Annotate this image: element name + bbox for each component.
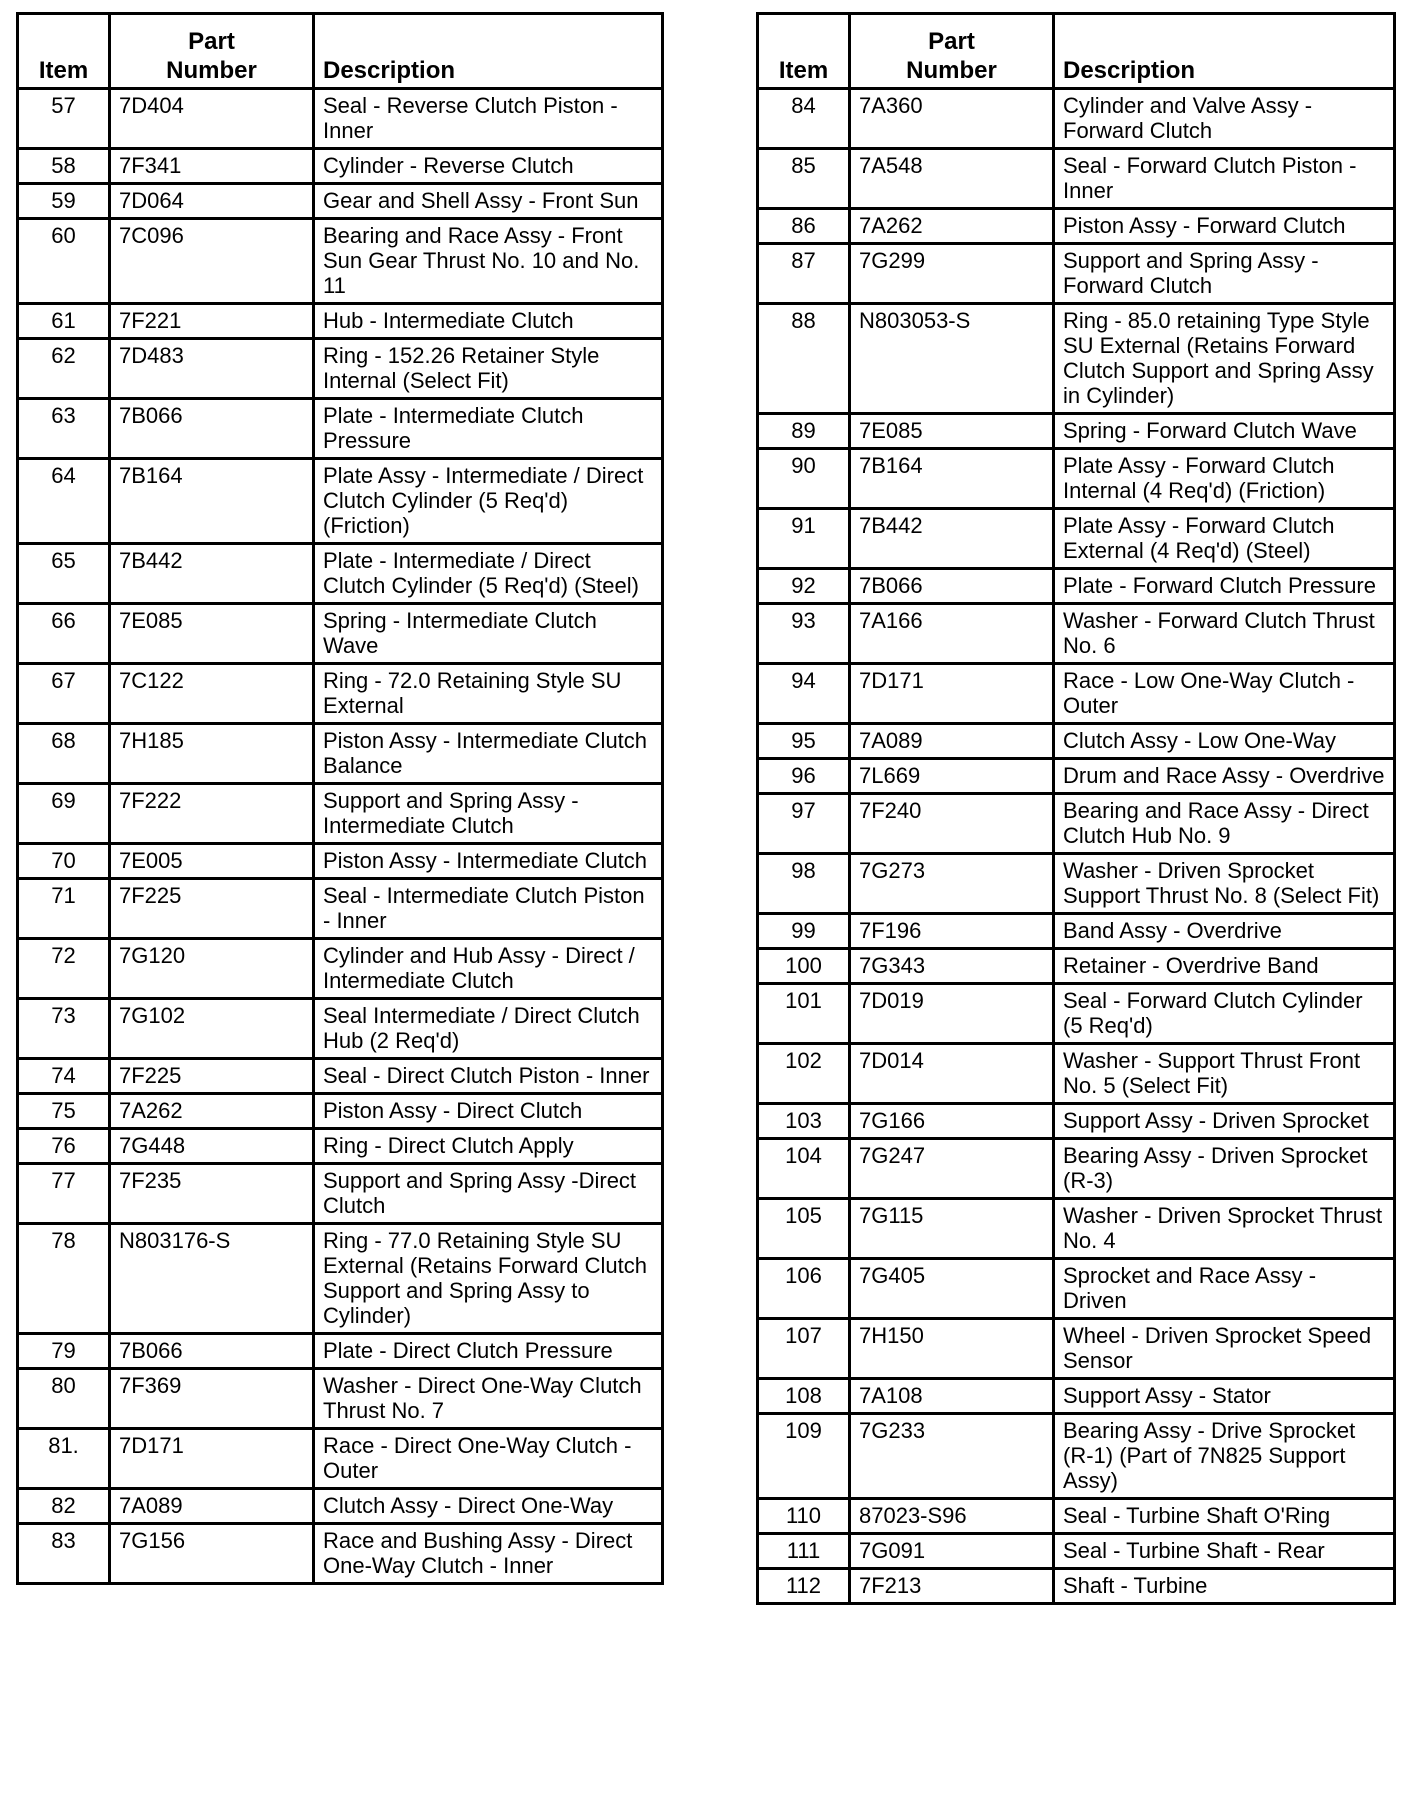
table-row xyxy=(18,339,663,399)
description-cell: Retainer - Overdrive Band xyxy=(1054,949,1395,984)
header-part-line2: Number xyxy=(906,57,997,84)
part-number-cell: 7C096 xyxy=(110,219,314,304)
part-number-cell: 7F222 xyxy=(110,784,314,844)
item-cell: 72 xyxy=(18,939,110,999)
table-row xyxy=(18,1429,663,1489)
table-row xyxy=(18,89,663,149)
description-cell: Washer - Direct One-Way Clutch Thrust No. 7 xyxy=(314,1369,663,1429)
part-number-cell: 7D064 xyxy=(110,184,314,219)
part-number-cell: 7G233 xyxy=(850,1414,1054,1499)
header-part-number xyxy=(110,14,314,89)
table-row xyxy=(758,244,1395,304)
item-cell: 93 xyxy=(758,604,850,664)
item-cell: 109 xyxy=(758,1414,850,1499)
header-part-line2: Number xyxy=(166,57,257,84)
table-row xyxy=(758,664,1395,724)
item-cell: 108 xyxy=(758,1379,850,1414)
table-row xyxy=(758,1499,1395,1534)
item-cell: 95 xyxy=(758,724,850,759)
table-row xyxy=(758,1534,1395,1569)
description-cell: Washer - Support Thrust Front No. 5 (Select Fit) xyxy=(1054,1044,1395,1104)
item-cell: 59 xyxy=(18,184,110,219)
table-row xyxy=(18,1524,663,1584)
description-cell: Wheel - Driven Sprocket Speed Sensor xyxy=(1054,1319,1395,1379)
item-cell: 110 xyxy=(758,1499,850,1534)
item-cell: 62 xyxy=(18,339,110,399)
part-number-cell: 7D171 xyxy=(850,664,1054,724)
item-cell: 80 xyxy=(18,1369,110,1429)
description-cell: Sprocket and Race Assy - Driven xyxy=(1054,1259,1395,1319)
table-row xyxy=(758,1379,1395,1414)
part-number-cell: 7B442 xyxy=(850,509,1054,569)
part-number-cell: 7A108 xyxy=(850,1379,1054,1414)
item-cell: 66 xyxy=(18,604,110,664)
description-cell: Piston Assy - Direct Clutch xyxy=(314,1094,663,1129)
table-row xyxy=(758,509,1395,569)
item-cell: 74 xyxy=(18,1059,110,1094)
description-cell: Gear and Shell Assy - Front Sun xyxy=(314,184,663,219)
table-row xyxy=(758,1414,1395,1499)
part-number-cell: 7E085 xyxy=(850,414,1054,449)
part-number-cell: 7G102 xyxy=(110,999,314,1059)
table-row xyxy=(18,219,663,304)
table-row xyxy=(758,914,1395,949)
description-cell: Bearing Assy - Driven Sprocket (R-3) xyxy=(1054,1139,1395,1199)
part-number-cell: 7G166 xyxy=(850,1104,1054,1139)
description-cell: Shaft - Turbine xyxy=(1054,1569,1395,1604)
description-cell: Clutch Assy - Low One-Way xyxy=(1054,724,1395,759)
part-number-cell: 7B066 xyxy=(110,399,314,459)
header-item: Item xyxy=(18,14,110,89)
item-cell: 85 xyxy=(758,149,850,209)
description-cell: Cylinder and Valve Assy - Forward Clutch xyxy=(1054,89,1395,149)
item-cell: 81. xyxy=(18,1429,110,1489)
part-number-cell: 7F240 xyxy=(850,794,1054,854)
table-row xyxy=(758,1569,1395,1604)
part-number-cell: 7D014 xyxy=(850,1044,1054,1104)
part-number-cell: 7H150 xyxy=(850,1319,1054,1379)
part-number-cell: 87023-S96 xyxy=(850,1499,1054,1534)
item-cell: 84 xyxy=(758,89,850,149)
description-cell: Plate - Intermediate / Direct Clutch Cylinder (5 Req'd) (Steel) xyxy=(314,544,663,604)
item-cell: 97 xyxy=(758,794,850,854)
item-cell: 104 xyxy=(758,1139,850,1199)
description-cell: Plate Assy - Intermediate / Direct Clutch Cylinder (5 Req'd) (Friction) xyxy=(314,459,663,544)
item-cell: 57 xyxy=(18,89,110,149)
part-number-cell: 7B442 xyxy=(110,544,314,604)
table-row xyxy=(758,1199,1395,1259)
table-row xyxy=(18,1094,663,1129)
table-row xyxy=(758,89,1395,149)
description-cell: Support and Spring Assy - Intermediate Clutch xyxy=(314,784,663,844)
part-number-cell: 7G247 xyxy=(850,1139,1054,1199)
item-cell: 70 xyxy=(18,844,110,879)
table-row xyxy=(18,1334,663,1369)
description-cell: Drum and Race Assy - Overdrive xyxy=(1054,759,1395,794)
item-cell: 102 xyxy=(758,1044,850,1104)
part-number-cell: 7G091 xyxy=(850,1534,1054,1569)
parts-table-right-body xyxy=(758,89,1395,1604)
item-cell: 82 xyxy=(18,1489,110,1524)
part-number-cell: 7D404 xyxy=(110,89,314,149)
part-number-cell: 7F225 xyxy=(110,879,314,939)
table-row xyxy=(758,854,1395,914)
table-row xyxy=(758,949,1395,984)
item-cell: 65 xyxy=(18,544,110,604)
part-number-cell: 7G343 xyxy=(850,949,1054,984)
table-row xyxy=(18,459,663,544)
item-cell: 90 xyxy=(758,449,850,509)
part-number-cell: 7D171 xyxy=(110,1429,314,1489)
table-row xyxy=(758,1259,1395,1319)
table-row xyxy=(18,544,663,604)
header-part-line1: Part xyxy=(928,28,975,55)
item-cell: 100 xyxy=(758,949,850,984)
description-cell: Seal - Intermediate Clutch Piston - Inner xyxy=(314,879,663,939)
item-cell: 58 xyxy=(18,149,110,184)
description-cell: Seal - Direct Clutch Piston - Inner xyxy=(314,1059,663,1094)
part-number-cell: 7A262 xyxy=(850,209,1054,244)
part-number-cell: 7D019 xyxy=(850,984,1054,1044)
part-number-cell: 7H185 xyxy=(110,724,314,784)
part-number-cell: 7B066 xyxy=(850,569,1054,604)
item-cell: 92 xyxy=(758,569,850,604)
header-item: Item xyxy=(758,14,850,89)
parts-table-left xyxy=(16,12,664,1585)
table-row xyxy=(758,304,1395,414)
table-row xyxy=(18,999,663,1059)
description-cell: Plate Assy - Forward Clutch External (4 Req'd) (Steel) xyxy=(1054,509,1395,569)
description-cell: Piston Assy - Intermediate Clutch Balance xyxy=(314,724,663,784)
description-cell: Plate - Direct Clutch Pressure xyxy=(314,1334,663,1369)
description-cell: Cylinder and Hub Assy - Direct / Intermediate Clutch xyxy=(314,939,663,999)
table-header-row xyxy=(758,14,1395,89)
item-cell: 87 xyxy=(758,244,850,304)
part-number-cell: N803176-S xyxy=(110,1224,314,1334)
part-number-cell: 7C122 xyxy=(110,664,314,724)
description-cell: Band Assy - Overdrive xyxy=(1054,914,1395,949)
description-cell: Ring - 72.0 Retaining Style SU External xyxy=(314,664,663,724)
part-number-cell: 7A089 xyxy=(110,1489,314,1524)
table-row xyxy=(758,414,1395,449)
header-part-line1: Part xyxy=(188,28,235,55)
description-cell: Spring - Intermediate Clutch Wave xyxy=(314,604,663,664)
table-row xyxy=(18,304,663,339)
part-number-cell: 7A262 xyxy=(110,1094,314,1129)
table-row xyxy=(18,1369,663,1429)
part-number-cell: 7F341 xyxy=(110,149,314,184)
item-cell: 68 xyxy=(18,724,110,784)
item-cell: 111 xyxy=(758,1534,850,1569)
part-number-cell: 7F235 xyxy=(110,1164,314,1224)
part-number-cell: 7G448 xyxy=(110,1129,314,1164)
part-number-cell: 7F369 xyxy=(110,1369,314,1429)
part-number-cell: 7G273 xyxy=(850,854,1054,914)
part-number-cell: 7F213 xyxy=(850,1569,1054,1604)
table-row xyxy=(758,1104,1395,1139)
table-row xyxy=(18,604,663,664)
table-row xyxy=(18,784,663,844)
item-cell: 71 xyxy=(18,879,110,939)
item-cell: 103 xyxy=(758,1104,850,1139)
description-cell: Race - Low One-Way Clutch - Outer xyxy=(1054,664,1395,724)
description-cell: Plate - Forward Clutch Pressure xyxy=(1054,569,1395,604)
item-cell: 94 xyxy=(758,664,850,724)
description-cell: Race and Bushing Assy - Direct One-Way Clutch - Inner xyxy=(314,1524,663,1584)
part-number-cell: 7G405 xyxy=(850,1259,1054,1319)
part-number-cell: 7B164 xyxy=(850,449,1054,509)
part-number-cell: 7F196 xyxy=(850,914,1054,949)
part-number-cell: 7A360 xyxy=(850,89,1054,149)
table-row xyxy=(758,759,1395,794)
part-number-cell: 7L669 xyxy=(850,759,1054,794)
table-row xyxy=(758,149,1395,209)
description-cell: Plate Assy - Forward Clutch Internal (4 Req'd) (Friction) xyxy=(1054,449,1395,509)
table-row xyxy=(18,184,663,219)
description-cell: Hub - Intermediate Clutch xyxy=(314,304,663,339)
description-cell: Seal - Forward Clutch Cylinder (5 Req'd) xyxy=(1054,984,1395,1044)
item-cell: 99 xyxy=(758,914,850,949)
table-row xyxy=(758,1319,1395,1379)
table-row xyxy=(758,449,1395,509)
item-cell: 77 xyxy=(18,1164,110,1224)
item-cell: 107 xyxy=(758,1319,850,1379)
item-cell: 63 xyxy=(18,399,110,459)
item-cell: 75 xyxy=(18,1094,110,1129)
item-cell: 67 xyxy=(18,664,110,724)
item-cell: 86 xyxy=(758,209,850,244)
description-cell: Seal Intermediate / Direct Clutch Hub (2 Req'd) xyxy=(314,999,663,1059)
table-row xyxy=(758,984,1395,1044)
table-row xyxy=(18,879,663,939)
description-cell: Seal - Turbine Shaft - Rear xyxy=(1054,1534,1395,1569)
table-row xyxy=(18,1224,663,1334)
description-cell: Support and Spring Assy - Forward Clutch xyxy=(1054,244,1395,304)
description-cell: Bearing and Race Assy - Front Sun Gear Thrust No. 10 and No. 11 xyxy=(314,219,663,304)
table-header-row xyxy=(18,14,663,89)
description-cell: Support Assy - Driven Sprocket xyxy=(1054,1104,1395,1139)
description-cell: Clutch Assy - Direct One-Way xyxy=(314,1489,663,1524)
parts-table-left-body xyxy=(18,89,663,1584)
table-row xyxy=(18,1129,663,1164)
table-row xyxy=(18,399,663,459)
description-cell: Washer - Driven Sprocket Thrust No. 4 xyxy=(1054,1199,1395,1259)
parts-table-right xyxy=(756,12,1396,1605)
description-cell: Cylinder - Reverse Clutch xyxy=(314,149,663,184)
description-cell: Seal - Turbine Shaft O'Ring xyxy=(1054,1499,1395,1534)
table-row xyxy=(758,1044,1395,1104)
table-row xyxy=(18,1164,663,1224)
part-number-cell: 7F221 xyxy=(110,304,314,339)
part-number-cell: 7A089 xyxy=(850,724,1054,759)
part-number-cell: 7F225 xyxy=(110,1059,314,1094)
table-row xyxy=(758,1139,1395,1199)
item-cell: 78 xyxy=(18,1224,110,1334)
item-cell: 98 xyxy=(758,854,850,914)
description-cell: Seal - Reverse Clutch Piston - Inner xyxy=(314,89,663,149)
description-cell: Support Assy - Stator xyxy=(1054,1379,1395,1414)
part-number-cell: 7G120 xyxy=(110,939,314,999)
item-cell: 73 xyxy=(18,999,110,1059)
description-cell: Washer - Forward Clutch Thrust No. 6 xyxy=(1054,604,1395,664)
description-cell: Piston Assy - Forward Clutch xyxy=(1054,209,1395,244)
description-cell: Bearing and Race Assy - Direct Clutch Hub No. 9 xyxy=(1054,794,1395,854)
item-cell: 112 xyxy=(758,1569,850,1604)
part-number-cell: 7B164 xyxy=(110,459,314,544)
item-cell: 61 xyxy=(18,304,110,339)
header-part-number xyxy=(850,14,1054,89)
description-cell: Ring - 85.0 retaining Type Style SU External (Retains Forward Clutch Support and Spring Assy in Cylinder) xyxy=(1054,304,1395,414)
item-cell: 69 xyxy=(18,784,110,844)
item-cell: 106 xyxy=(758,1259,850,1319)
table-row xyxy=(758,724,1395,759)
description-cell: Washer - Driven Sprocket Support Thrust No. 8 (Select Fit) xyxy=(1054,854,1395,914)
part-number-cell: 7A166 xyxy=(850,604,1054,664)
part-number-cell: 7D483 xyxy=(110,339,314,399)
item-cell: 83 xyxy=(18,1524,110,1584)
table-row xyxy=(18,149,663,184)
description-cell: Ring - 77.0 Retaining Style SU External (Retains Forward Clutch Support and Spring Assy to Cylinder) xyxy=(314,1224,663,1334)
description-cell: Spring - Forward Clutch Wave xyxy=(1054,414,1395,449)
part-number-cell: 7A548 xyxy=(850,149,1054,209)
item-cell: 64 xyxy=(18,459,110,544)
table-row xyxy=(758,209,1395,244)
part-number-cell: 7G115 xyxy=(850,1199,1054,1259)
table-row xyxy=(18,664,663,724)
item-cell: 101 xyxy=(758,984,850,1044)
description-cell: Plate - Intermediate Clutch Pressure xyxy=(314,399,663,459)
table-row xyxy=(758,604,1395,664)
item-cell: 88 xyxy=(758,304,850,414)
description-cell: Support and Spring Assy -Direct Clutch xyxy=(314,1164,663,1224)
description-cell: Ring - 152.26 Retainer Style Internal (Select Fit) xyxy=(314,339,663,399)
item-cell: 96 xyxy=(758,759,850,794)
header-description: Description xyxy=(314,14,663,89)
table-row xyxy=(758,569,1395,604)
part-number-cell: 7E085 xyxy=(110,604,314,664)
part-number-cell: 7B066 xyxy=(110,1334,314,1369)
header-description: Description xyxy=(1054,14,1395,89)
table-row xyxy=(18,844,663,879)
description-cell: Piston Assy - Intermediate Clutch xyxy=(314,844,663,879)
table-row xyxy=(18,724,663,784)
item-cell: 76 xyxy=(18,1129,110,1164)
part-number-cell: N803053-S xyxy=(850,304,1054,414)
description-cell: Bearing Assy - Drive Sprocket (R-1) (Part of 7N825 Support Assy) xyxy=(1054,1414,1395,1499)
table-row xyxy=(18,939,663,999)
part-number-cell: 7G156 xyxy=(110,1524,314,1584)
item-cell: 105 xyxy=(758,1199,850,1259)
table-row xyxy=(18,1059,663,1094)
table-row xyxy=(758,794,1395,854)
part-number-cell: 7G299 xyxy=(850,244,1054,304)
item-cell: 91 xyxy=(758,509,850,569)
table-row xyxy=(18,1489,663,1524)
description-cell: Seal - Forward Clutch Piston - Inner xyxy=(1054,149,1395,209)
item-cell: 60 xyxy=(18,219,110,304)
item-cell: 79 xyxy=(18,1334,110,1369)
description-cell: Race - Direct One-Way Clutch - Outer xyxy=(314,1429,663,1489)
part-number-cell: 7E005 xyxy=(110,844,314,879)
item-cell: 89 xyxy=(758,414,850,449)
description-cell: Ring - Direct Clutch Apply xyxy=(314,1129,663,1164)
